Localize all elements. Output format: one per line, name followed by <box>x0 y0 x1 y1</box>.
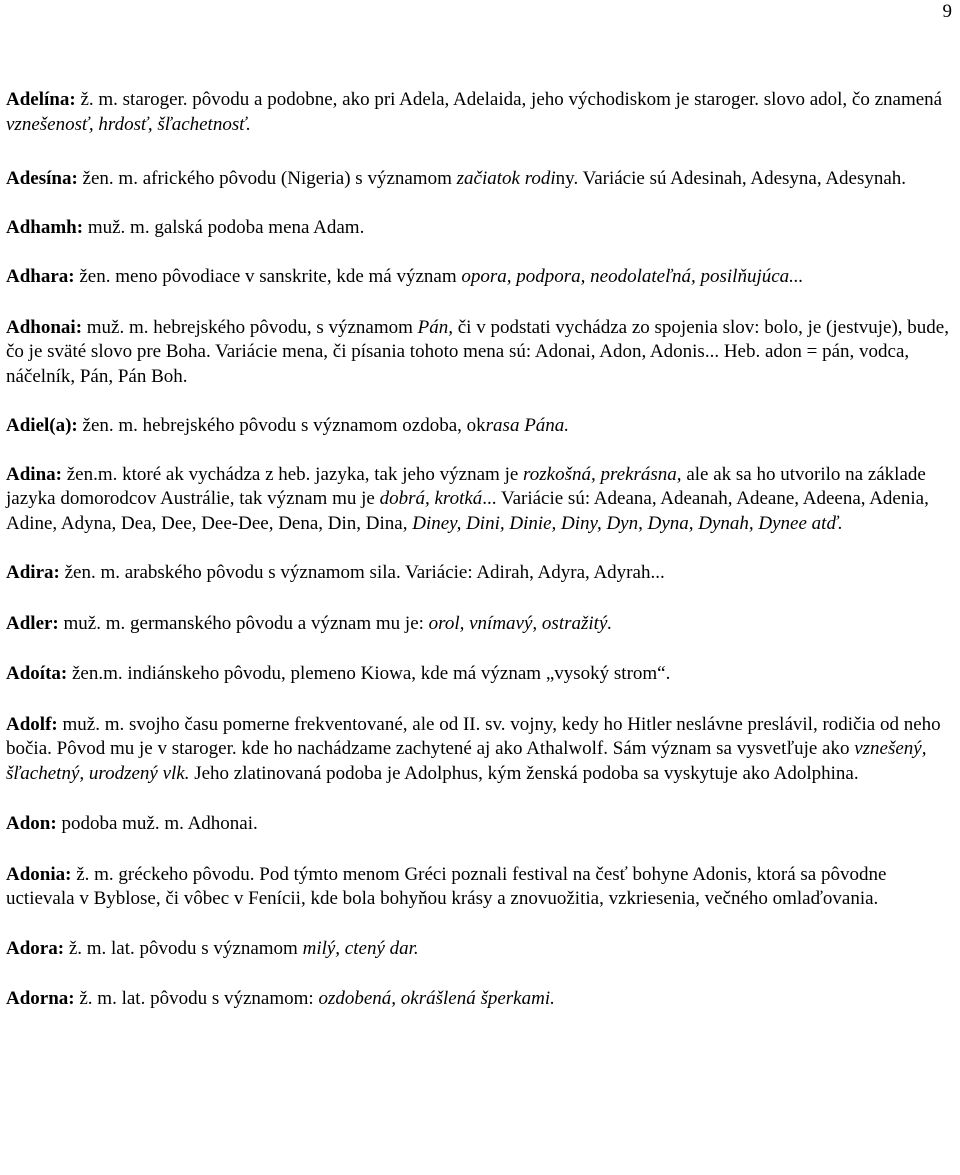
entry-text: žen. m. afrického pôvodu (Nigeria) s významom <box>77 168 457 189</box>
entry-emphasis-text: ozdobená, okrášlená šperkami. <box>318 988 555 1009</box>
entry-headword: Adina: <box>6 463 62 485</box>
entry-text: muž. m. galská podoba mena Adam. <box>83 216 365 238</box>
entry-headword: Adonia: <box>6 863 72 885</box>
entry-text: podoba muž. m. Adhonai. <box>56 813 258 834</box>
entry-headword: Adiel(a): <box>6 415 78 436</box>
page-number: 9 <box>942 1 952 22</box>
entry-text: muž. m. svojho času pomerne frekventované, ale od II. sv. vojny, kedy ho Hitler neslávne preslávil, rodičia od neho bočia. Pôvod mu je v starog <box>6 713 941 759</box>
entry-text: žen.m. ktoré ak vychádza z heb. jazyka, tak jeho význam je <box>61 463 524 485</box>
entry-emphasis-text: orol, vnímavý, ostražitý. <box>428 612 613 634</box>
entry-emphasis-text: rozkošná, prekrásna, <box>523 463 682 485</box>
entry <box>6 414 954 439</box>
entry <box>6 612 954 637</box>
entry-headword: Adelína: <box>6 89 76 110</box>
entry-headword: Adhara: <box>6 266 75 287</box>
entry-emphasis-text: dobrá, krotká <box>379 488 483 509</box>
entry-headword: Adolf: <box>6 713 58 735</box>
entry <box>6 662 954 687</box>
entry-text: či v podstati vychádza zo spojenia slov: bolo, je (jestvuje), bude, čo je sväté slovo pre Boha. Variácie mena, či písania tohoto mena sú: Adonai, Adon, Adonis... Heb. adon = pán, vodca, náčelník, Pán, Pán Boh. <box>6 316 949 387</box>
entry-text: žen. m. hebrejského pôvodu s významom ozdoba, ok <box>77 415 486 436</box>
entry-text: Jeho zlatinovaná podoba je Adolphus, kým ženská podoba sa vyskytuje ako Adolphina. <box>189 762 859 784</box>
entry-emphasis-text: Diney, Dini, Dinie, Diny, Dyn, Dyna, Dynah, Dynee atď. <box>412 512 843 534</box>
entry-headword: Adon: <box>6 813 57 834</box>
entry-headword: Adira: <box>6 562 60 583</box>
entry-emphasis-text: rasa Pána. <box>485 415 570 436</box>
dictionary-entries <box>6 88 954 1038</box>
entry-text: ž. m. lat. pôvodu s významom: <box>74 988 319 1009</box>
entry <box>6 167 954 192</box>
entry <box>6 863 954 912</box>
entry <box>6 216 954 241</box>
entry <box>6 987 954 1012</box>
entry-headword: Adorna: <box>6 988 75 1009</box>
entry-emphasis-text: opora, podpora, neodolateľná, posilňujúca... <box>461 266 804 287</box>
entry-emphasis-text: začiatok rodi <box>456 168 556 189</box>
entry <box>6 713 954 787</box>
entry <box>6 812 954 837</box>
entry <box>6 265 954 290</box>
entry-emphasis-text: Pán, <box>417 316 453 338</box>
entry-text: muž. m. hebrejského pôvodu, s významom <box>82 316 418 338</box>
entry-headword: Adhamh: <box>6 216 84 238</box>
entry-text: ale ak sa ho utvorilo na základe jazyka domorodcov Austrálie, tak význam mu je <box>6 463 926 509</box>
entry-emphasis-text: vznešený, šľachetný, urodzený vlk. <box>6 738 927 784</box>
entry-text: muž. m. germanského pôvodu a význam mu je: <box>58 612 429 634</box>
entry <box>6 88 954 137</box>
entry-text: žen.m. indiánskeho pôvodu, plemeno Kiowa, kde má význam „vysoký strom“. <box>67 663 671 684</box>
entry-text: er. slovo adol, čo znamená <box>740 89 943 110</box>
entry-emphasis-text: vznešenosť, hrdosť, šľachetnosť. <box>6 113 251 135</box>
entry-text: ž. m. starog <box>75 89 170 110</box>
entry-headword: Adhonai: <box>6 316 83 338</box>
entry <box>6 937 954 962</box>
entry-text: ž. m. gréckeho pôvodu. Pod týmto menom Gréci poznali festival na česť bohyne Adonis, ktorá sa pôvodne uctievala v Byblose, či vôbec v Feníciі, kde bola bohyňou krásy a znovuožitia, vzkriesenia, večného omlaďovania. <box>6 863 887 909</box>
entry <box>6 463 954 537</box>
entry-headword: Adora: <box>6 937 65 959</box>
entry-text: ž. m. lat. pôvodu s významom <box>64 937 303 959</box>
entry-text: žen. m. arabského pôvodu s významom sila. Variácie: Adirah, Adyra, Adyrah... <box>59 562 665 583</box>
entry-emphasis-text: milý, ctený dar. <box>302 937 419 959</box>
entry-text: er. pôvodu a podobne, ako pri Adela, Adelaida, jeho východiskom je starog <box>169 89 741 110</box>
entry-headword: Adler: <box>6 612 59 634</box>
entry-headword: Adesína: <box>6 168 78 189</box>
entry-text: er. kde ho nachádzame zachytené aj ako Athalwolf. Sám význam sa vysvetľuje ako <box>218 738 855 759</box>
entry-text: žen. meno pôvodiace v sanskrite, kde má význam <box>74 266 462 287</box>
entry-text: ... Variácie sú: Adeana, Adeanah, Adeane, Adeena, Adenia, Adine, Adyna, Dea, Dee, Dee-Dee, Dena, Din, Dina, <box>6 488 929 534</box>
entry <box>6 561 954 586</box>
entry-headword: Adoíta: <box>6 663 68 684</box>
entry <box>6 316 954 390</box>
entry-text: ny. Variácie sú Adesinah, Adesyna, Adesynah. <box>555 168 907 189</box>
